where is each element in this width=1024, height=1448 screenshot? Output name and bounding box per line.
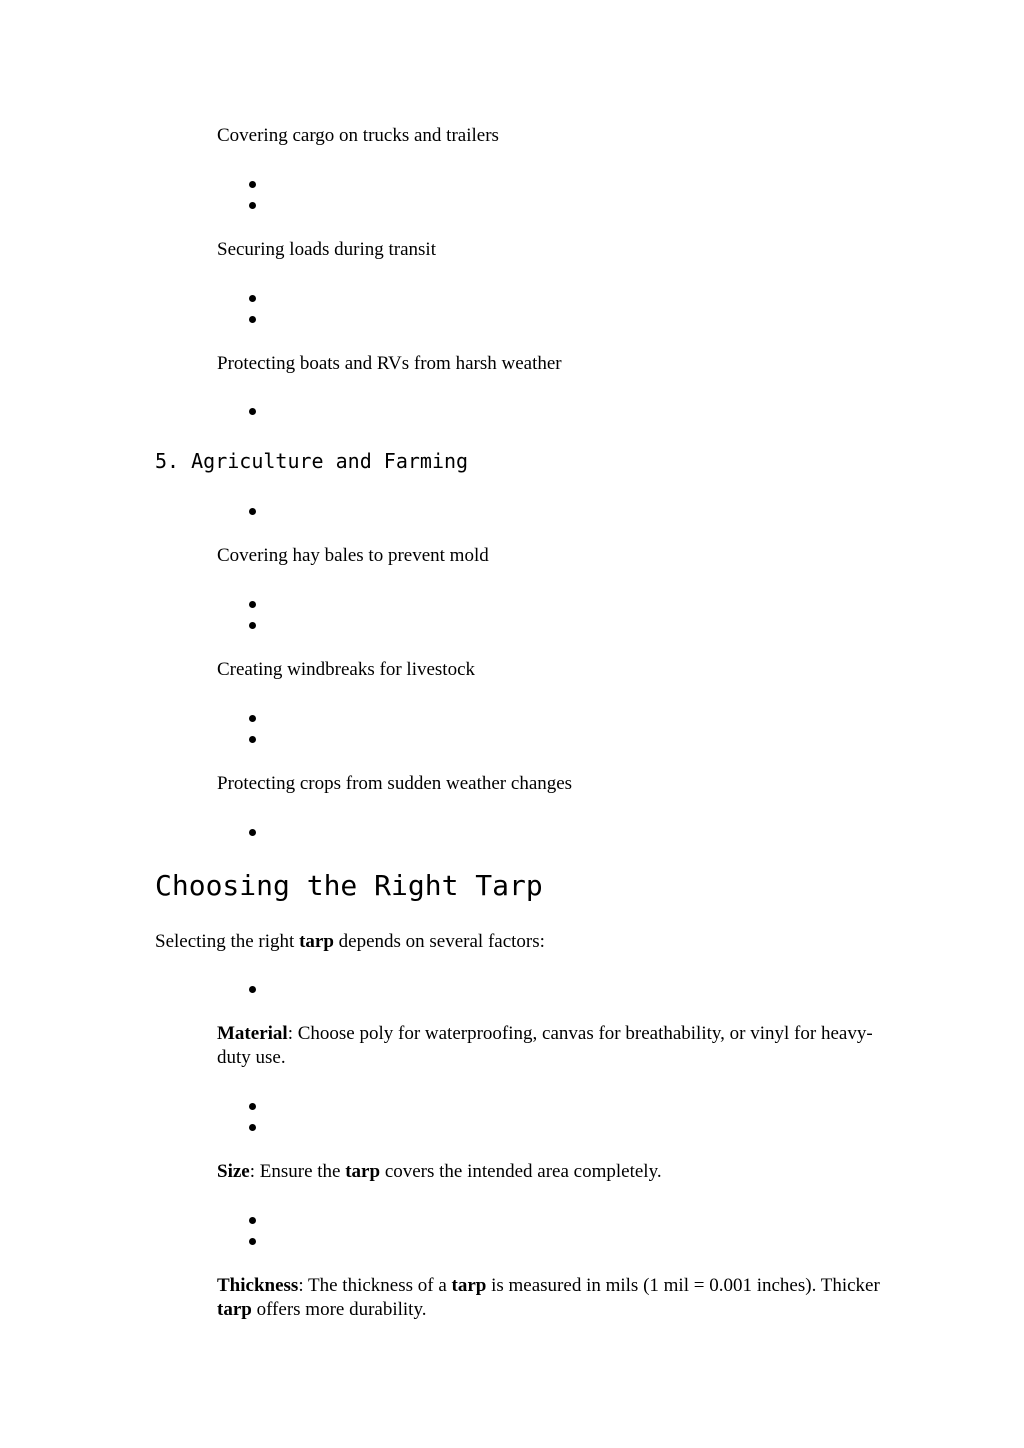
bullet-icon bbox=[249, 601, 256, 608]
size-bold: tarp bbox=[345, 1161, 381, 1182]
bullet-icon bbox=[249, 1238, 256, 1245]
list-item: Protecting boats and RVs from harsh weather bbox=[217, 353, 562, 374]
thickness-paragraph bbox=[217, 1274, 897, 1322]
bullet-icon bbox=[249, 736, 256, 743]
bullet-icon bbox=[249, 1124, 256, 1131]
bullet-icon bbox=[249, 202, 256, 209]
material-paragraph bbox=[217, 1022, 897, 1070]
intro-text: Selecting the right bbox=[155, 931, 300, 952]
bullet-icon bbox=[249, 622, 256, 629]
thickness-text: is measured in mils (1 mil = 0.001 inches). Thicker bbox=[486, 1275, 880, 1296]
thickness-text: : The thickness of a bbox=[298, 1275, 452, 1296]
thickness-label: Thickness bbox=[217, 1275, 299, 1296]
bullet-icon bbox=[249, 295, 256, 302]
size-label: Size bbox=[217, 1161, 250, 1182]
thickness-bold: tarp bbox=[451, 1275, 487, 1296]
list-item: Covering hay bales to prevent mold bbox=[217, 545, 489, 566]
bullet-icon bbox=[249, 508, 256, 515]
size-text: covers the intended area completely. bbox=[380, 1161, 662, 1182]
bullet-icon bbox=[249, 986, 256, 993]
size-text: : Ensure the bbox=[249, 1161, 346, 1182]
bullet-icon bbox=[249, 181, 256, 188]
list-item: Covering cargo on trucks and trailers bbox=[217, 125, 499, 146]
bullet-icon bbox=[249, 1103, 256, 1110]
bullet-icon bbox=[249, 316, 256, 323]
material-text: : Choose poly for waterproofing, canvas for breathability, or vinyl for heavy-duty use. bbox=[217, 1023, 873, 1068]
thickness-text: offers more durability. bbox=[251, 1299, 427, 1320]
intro-paragraph bbox=[155, 930, 545, 954]
bullet-icon bbox=[249, 1217, 256, 1224]
page-heading: Choosing the Right Tarp bbox=[155, 869, 543, 902]
list-item: Protecting crops from sudden weather changes bbox=[217, 773, 573, 794]
size-paragraph bbox=[217, 1160, 662, 1184]
thickness-bold: tarp bbox=[217, 1299, 252, 1320]
intro-text: depends on several factors: bbox=[333, 931, 545, 952]
section-heading: 5. Agriculture and Farming bbox=[155, 449, 469, 473]
intro-bold: tarp bbox=[299, 931, 334, 952]
bullet-icon bbox=[249, 408, 256, 415]
list-item: Creating windbreaks for livestock bbox=[217, 659, 476, 680]
bullet-icon bbox=[249, 715, 256, 722]
list-item: Securing loads during transit bbox=[217, 239, 436, 260]
bullet-icon bbox=[249, 829, 256, 836]
material-label: Material bbox=[217, 1023, 288, 1044]
